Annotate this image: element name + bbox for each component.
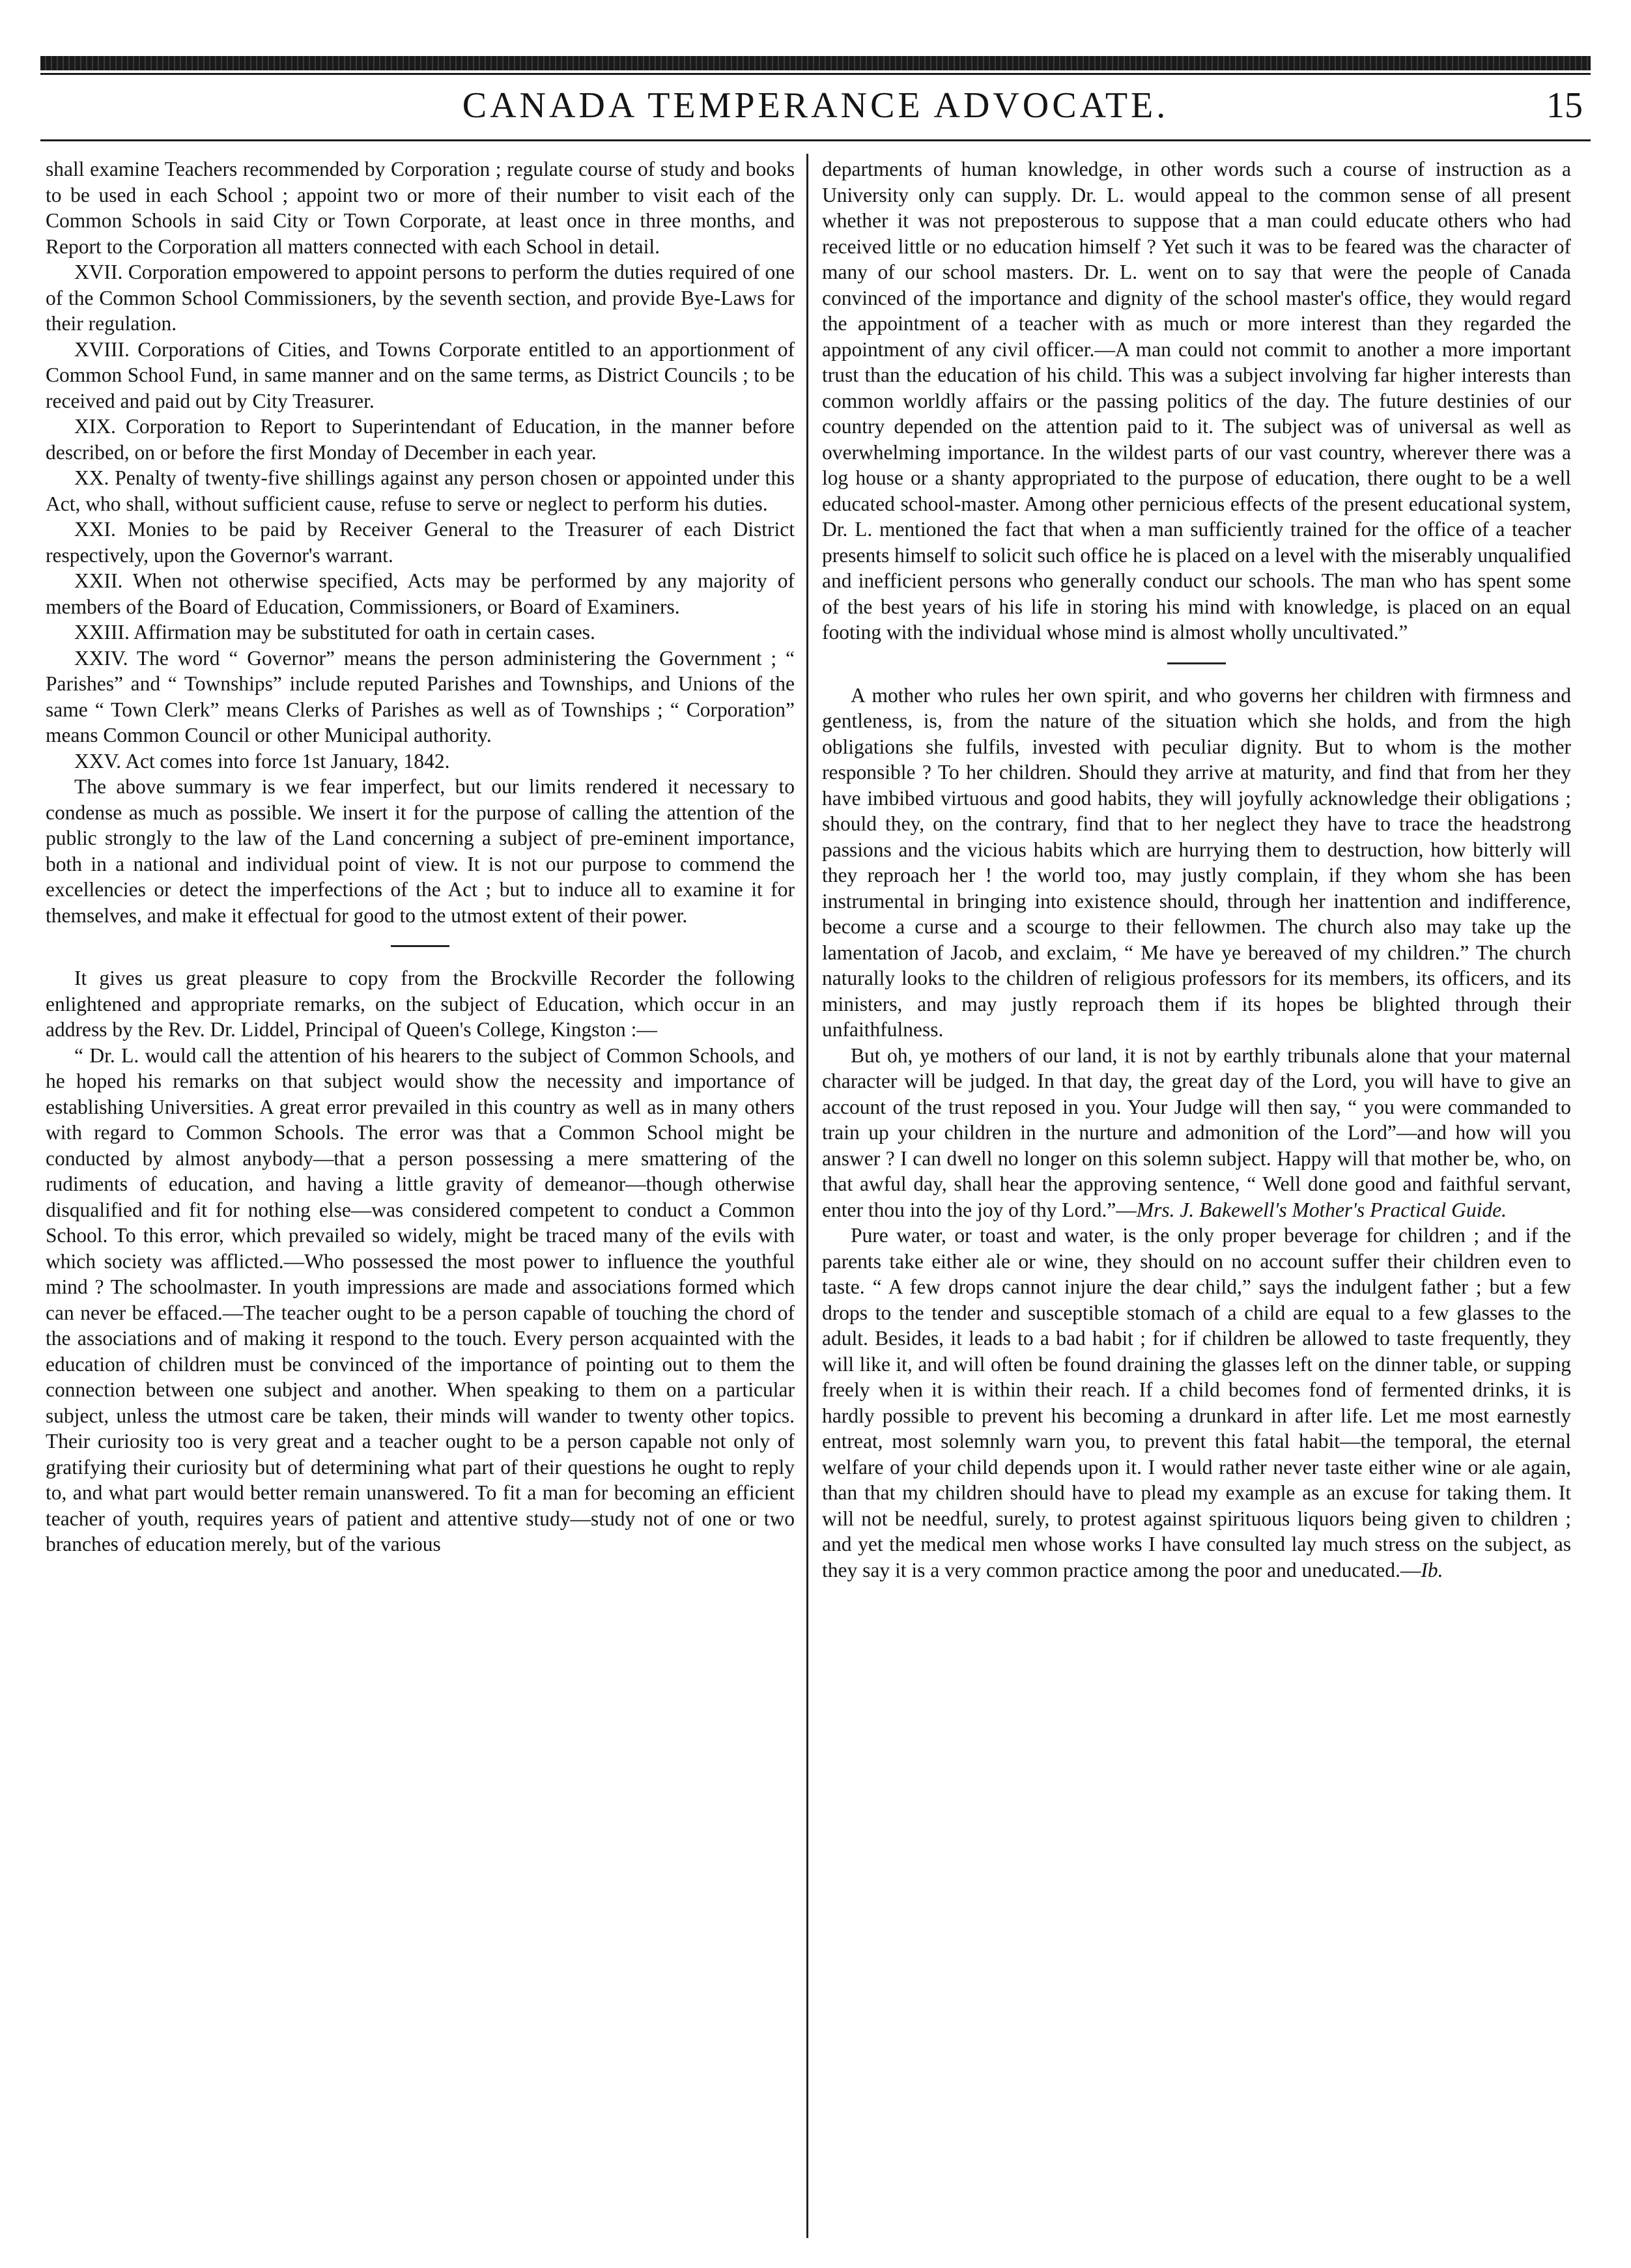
paragraph: XXV. Act comes into force 1st January, 1842. <box>74 749 450 773</box>
masthead <box>40 78 1591 133</box>
paragraph: XXII. When not otherwise specified, Acts may be performed by any majority of members of the Board of Education, Commissioners, or Board of Examiners. <box>46 569 795 618</box>
source-attribution: Mrs. J. Bakewell's Mother's Practical Guide. <box>1136 1198 1507 1221</box>
paragraph <box>822 1223 1571 1583</box>
paragraph: shall examine Teachers recommended by Corporation ; regulate course of study and books to be used in each School ; appoint two or more of their number to visit each of the Common Schools in said City or Town Corporate, at least once in three months, and Report to the Corporation all matters connected with each School in detail. <box>46 158 795 258</box>
page-number: 15 <box>1546 85 1583 126</box>
paragraph: XVII. Corporation empowered to appoint persons to perform the duties required of one of the Common School Commissioners, by the seventh section, and provide Bye-Laws for their regulation. <box>46 261 795 335</box>
right-column <box>822 156 1571 2234</box>
paragraph: It gives us great pleasure to copy from the Brockville Recorder the following enlightened and appropriate remarks, on the subject of Education, which occur in an address by the Rev. Dr. Liddel, Principal of Queen's College, Kingston :— <box>46 967 795 1041</box>
paragraph: departments of human knowledge, in other words such a course of instruction as a University only can supply. Dr. L. would appeal to the common sense of all present whether it was not preposterous to suppose that a man could educate others who had received little or no education himself ? Yet such it was to be feared was the character of many of our school masters. Dr. L. went on to say that were the people of Canada convinced of the importance and dignity of the school master's office, they would regard the appointment of a teacher with as much or more interest than they regarded the appointment of any civil officer.—A man could not commit to another a more important trust than the education of his child. This was a subject involving far higher interests than common worldly affairs or the passing politics of the day. The future destinies of our country depended on the attention paid to it. The subject was of universal as well as overwhelming importance. In the wildest parts of our vast country, wherever there was a log house or a shanty appropriated to the purpose of education, there ought to be a well educated school-master. Among other pernicious effects of the present educational system, Dr. L. mentioned the fact that when a man sufficiently trained for the office of a teacher presents himself to solicit such office he is placed on a level with the miserably unqualified and inefficient persons who generally conduct our schools. The man who has spent some of the best years of his life in storing his mind with knowledge, is placed on an equal footing with the individual whose mind is almost wholly uncultivated.” <box>822 158 1571 644</box>
paragraph: A mother who rules her own spirit, and who governs her children with firmness and gentleness, is, from the nature of the situation which she holds, and from the high obligations she fulfils, invested with peculiar dignity. But to whom is the mother responsible ? To her children. Should they arrive at maturity, and find that from her they have imbibed virtuous and good habits, they will joyfully acknowledge their obligations ; should they, on the contrary, find that to her neglect they have to trace the headstrong passions and the vicious habits which are hurrying them to destruction, how bitterly will they reproach her ! the world too, may justly complain, if they whom she has been instrumental in bringing into existence should, through her inattention and indifference, become a curse and a scourge to their fellowmen. The church also may take up the lamentation of Jacob, and exclaim, “ Me have ye bereaved of my children.” The church naturally looks to the children of religious professors for its members, its officers, and its ministers, and may justly reproach them if its hopes be blighted through their unfaithfulness. <box>822 683 1571 1041</box>
paragraph: XXIII. Affirmation may be substituted for oath in certain cases. <box>74 621 595 644</box>
article-separator <box>1167 662 1226 664</box>
paragraph <box>822 1043 1571 1223</box>
paragraph: The above summary is we fear imperfect, but our limits rendered it necessary to condense as much as possible. We insert it for the purpose of calling the attention of the public strongly to the law of the Land concerning a subject of pre-eminent importance, both in a national and individual point of view. It is not our purpose to commend the excellencies or detect the imperfections of the Act ; but to induce all to examine it for themselves, and make it effectual for good to the utmost extent of their power. <box>46 775 795 927</box>
masthead-lower-rule <box>40 139 1591 141</box>
masthead-upper-rule <box>40 73 1591 75</box>
publication-title: CANADA TEMPERANCE ADVOCATE. <box>462 85 1169 126</box>
source-attribution: Ib. <box>1421 1558 1443 1581</box>
masthead-ornamental-rule <box>40 56 1591 70</box>
article-separator <box>391 945 449 947</box>
paragraph: XIX. Corporation to Report to Superintendant of Education, in the manner before described, on or before the first Monday of December in each year. <box>46 415 795 464</box>
paragraph: “ Dr. L. would call the attention of his hearers to the subject of Common Schools, and he hoped his remarks on that subject would show the necessity and importance of establishing Universities. A great error prevailed in this country as well as in many others with regard to Common Schools. The error was that a Common School might be conducted by almost anybody—that a person possessing a mere smattering of the rudiments of education, and having a little gravity of demeanor—though otherwise disqualified and fit for nothing else—was considered competent to conduct a Common School. To this error, which prevailed so widely, might be traced many of the evils with which society was afflicted.—Who possessed the most power to influence the youthful mind ? The schoolmaster. In youth impressions are made and associations formed which can never be effaced.—The teacher ought to be a person capable of touching the chord of the associations and of making it respond to the touch. Every person acquainted with the education of children must be convinced of the importance of pointing out to them the connection between one subject and another. When speaking to them on a particular subject, unless the utmost care be taken, their minds will wander to twenty other topics. Their curiosity too is very great and a teacher ought to be a person capable not only of gratifying their curiosity but of determining what part of their questions he ought to reply to, and what part would better remain unanswered. To fit a man for becoming an efficient teacher of youth, requires years of patient and attentive study—study not of one or two branches of education merely, but of the various <box>46 1043 795 1555</box>
paragraph: XVIII. Corporations of Cities, and Towns Corporate entitled to an apportionment of Common School Fund, in same manner and on the same terms, as District Councils ; to be received and paid out by City Treasurer. <box>46 337 795 412</box>
paragraph-text: But oh, ye mothers of our land, it is not by earthly tribunals alone that your maternal character will be judged. In that day, the great day of the Lord, you will have to give an account of the trust reposed in you. Your Judge will then say, “ you were commanded to train up your children in the nurture and admonition of the Lord”—and how will you answer ? I can dwell no longer on this solemn subject. Happy will that mother be, who, on that awful day, shall hear the approving sentence, “ Well done good and faithful servant, enter thou into the joy of thy Lord.”— <box>822 1043 1571 1221</box>
left-column <box>46 156 795 2234</box>
paragraph: XX. Penalty of twenty-five shillings against any person chosen or appointed under this Act, who shall, without sufficient cause, refuse to serve or neglect to perform his duties. <box>46 466 795 515</box>
paragraph: XXIV. The word “ Governor” means the person administering the Government ; “ Parishes” and “ Townships” include reputed Parishes and Townships, and Unions of the same “ Town Clerk” means Clerks of Parishes as well as of Townships ; “ Corporation” means Common Council or other Municipal authority. <box>46 646 795 746</box>
column-divider <box>806 154 808 2238</box>
paragraph-text: Pure water, or toast and water, is the only proper beverage for children ; and if the parents take either ale or wine, they should on no account suffer their children even to taste. “ A few drops cannot injure the dear child,” says the indulgent father ; but a few drops to the tender and susceptible stomach of a child are equal to a few glasses to the adult. Besides, it leads to a bad habit ; for if children be allowed to taste frequently, they will like it, and will often be found draining the glasses left on the dinner table, or supping freely when it is within their reach. If a child becomes fond of fermented drinks, it is hardly possible to prevent his becoming a drunkard in after life. Let me most earnestly entreat, most solemnly warn you, to prevent this fatal habit—the temporal, the eternal welfare of your child depends upon it. I would rather never taste either wine or ale again, than that my children should have to plead my example as an excuse for taking them. It will not be needful, surely, to protest against spirituous liquors being given to children ; and yet the medical men whose works I have consulted lay much stress on the subject, as they say it is a very common practice among the poor and uneducated.— <box>822 1224 1571 1581</box>
paragraph: XXI. Monies to be paid by Receiver General to the Treasurer of each District respectively, upon the Governor's warrant. <box>46 518 795 567</box>
